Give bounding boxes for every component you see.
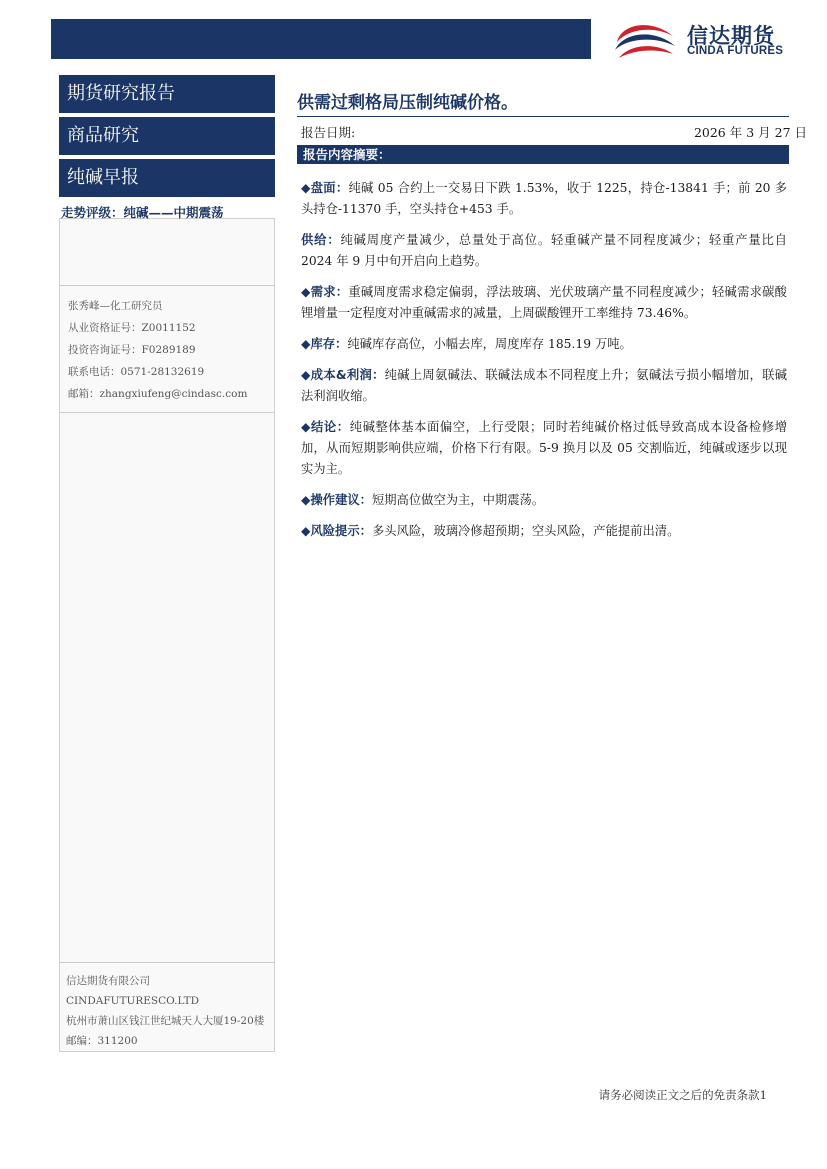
paragraph-suggestion: [301, 490, 787, 511]
logo-cn-text: 信达期货: [687, 24, 775, 48]
logo-en-text: CINDA FUTURES: [687, 45, 784, 57]
paragraph-head: ◆需求：: [301, 285, 349, 299]
paragraph-cost-profit: [301, 365, 787, 407]
paragraph-conclusion: [301, 417, 787, 480]
paragraph-head: ◆风险提示：: [301, 524, 372, 538]
sidebar-divider: [59, 962, 275, 963]
sidebar-box-report-name: 纯碱早报: [59, 159, 275, 197]
sidebar-box-report-type: 期货研究报告: [59, 75, 275, 113]
paragraph-head: 供给：: [301, 233, 341, 247]
report-date-label: 报告日期:: [301, 125, 356, 140]
company-logo: [611, 14, 801, 64]
paragraph-text: 纯碱 05 合约上一交易日下跌 1.53%，收于 1225，持仓-13841 手；前 20 多头持仓-11370 手，空头持仓+453 手。: [301, 181, 787, 216]
paragraph-market: [301, 178, 787, 220]
paragraph-text: 重碱周度需求稳定偏弱，浮法玻璃、光伏玻璃产量不同程度减少；轻碱需求碳酸锂增量一定程度对冲重碱需求的减量，上周碳酸锂开工率维持 73.46%。: [301, 285, 787, 320]
analyst-consult-license: 投资咨询证号：F0289189: [68, 344, 196, 356]
paragraph-head: ◆操作建议：: [301, 493, 372, 507]
logo-swoosh-icon: [611, 14, 681, 64]
summary-content: [301, 178, 787, 552]
paragraph-text: 纯碱整体基本面偏空，上行受限；同时若纯碱价格过低导致高成本设备检修增加，从而短期影响供应端，价格下行有限。5-9 换月以及 05 交割临近，纯碱或逐步以现实为主。: [301, 420, 787, 476]
company-info: [66, 971, 264, 1051]
report-date-value: 2026 年 3 月 27 日: [693, 125, 807, 140]
analyst-phone: 联系电话：0571-28132619: [68, 366, 205, 378]
disclaimer-note: 请务必阅读正文之后的免责条款1: [598, 1088, 767, 1102]
paragraph-text: 多头风险，玻璃冷修超预期；空头风险，产能提前出清。: [371, 524, 680, 538]
paragraph-supply: [301, 230, 787, 272]
paragraph-head: ◆库存：: [301, 337, 348, 351]
paragraph-demand: [301, 282, 787, 324]
paragraph-head: ◆成本&利润：: [301, 368, 385, 382]
paragraph-inventory: [301, 334, 787, 355]
sidebar: [59, 75, 275, 221]
analyst-name: 张秀峰—化工研究员: [68, 300, 163, 312]
paragraph-text: 纯碱库存高位，小幅去库，周度库存 185.19 万吨。: [347, 337, 632, 351]
analyst-email[interactable]: 邮箱：zhangxiufeng@cindasc.com: [68, 388, 248, 400]
sidebar-divider: [59, 412, 275, 413]
trend-rating: 走势评级：纯碱——中期震荡: [61, 205, 224, 220]
sidebar-divider: [59, 285, 275, 286]
analyst-info: [68, 295, 247, 405]
company-site: CINDAFUTURESCO.LTD: [66, 995, 200, 1007]
sidebar-box-category: 商品研究: [59, 117, 275, 155]
header-band: [51, 19, 591, 59]
report-title: 供需过剩格局压制纯碱价格。: [297, 93, 518, 113]
paragraph-head: ◆结论：: [301, 420, 350, 434]
company-zip: 邮编：311200: [66, 1035, 138, 1047]
company-address: 杭州市萧山区钱江世纪城天人大厦19-20楼: [66, 1015, 265, 1027]
paragraph-head: ◆盘面：: [301, 181, 349, 195]
analyst-license: 从业资格证号：Z0011152: [68, 322, 196, 334]
title-rule: [297, 116, 789, 117]
paragraph-text: 纯碱周度产量减少，总量处于高位。轻重碱产量不同程度减少；轻重产量比自 2024 年 9 月中旬开启向上趋势。: [301, 233, 787, 268]
paragraph-text: 短期高位做空为主，中期震荡。: [371, 493, 545, 507]
paragraph-text: 纯碱上周氨碱法、联碱法成本不同程度上升；氨碱法亏损小幅增加，联碱法利润收缩。: [301, 368, 787, 403]
company-name: 信达期货有限公司: [66, 975, 150, 987]
summary-header: 报告内容摘要：: [297, 145, 789, 164]
paragraph-risk: [301, 521, 787, 542]
